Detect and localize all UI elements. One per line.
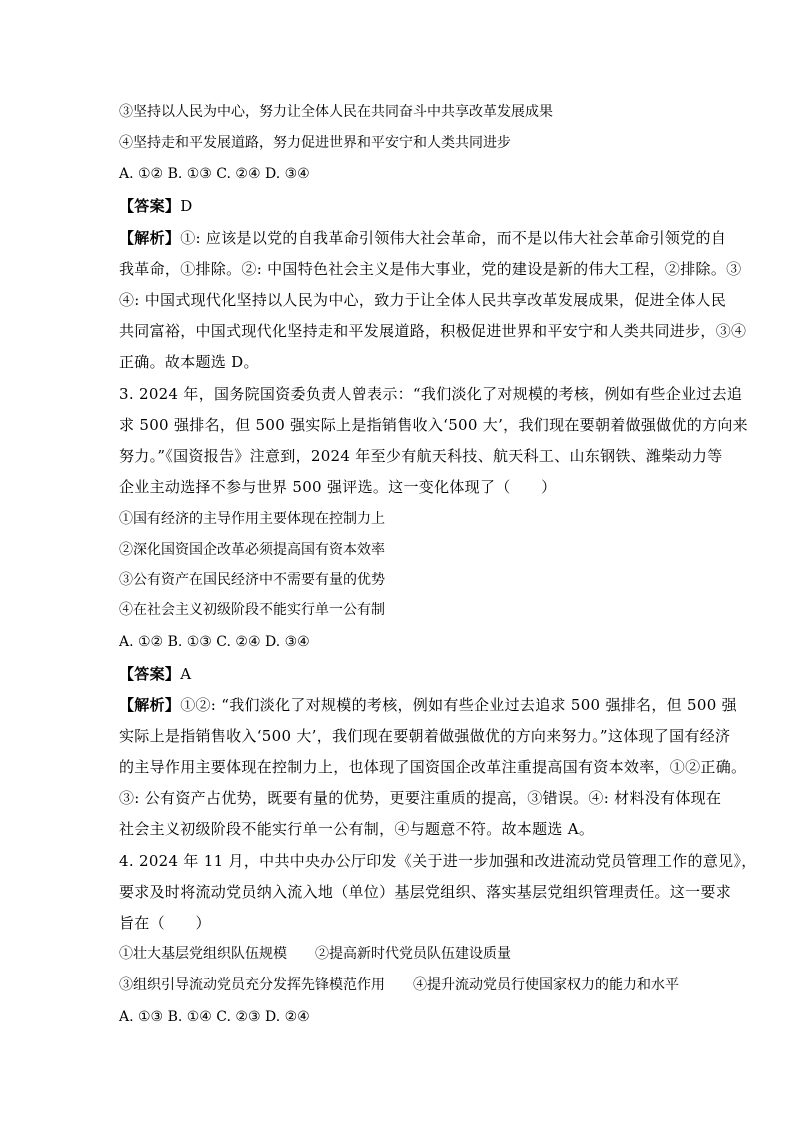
q3-analysis-line: ③: 公有资产占优势，既要有量的优势，更要注重质的提高，③错误。④: 材料没有体现在 (119, 789, 722, 807)
q2-analysis-line: 正确。故本题选 D。 (119, 353, 259, 371)
q3-option-2: ②深化国资国企改革必须提高国有资本效率 (119, 542, 385, 558)
analysis-text: ①: 应该是以党的自我革命引领伟大社会革命，而不是以伟大社会革命引领党的自 (180, 229, 727, 247)
analysis-label: 【解析】 (119, 696, 181, 714)
q2-analysis-line: ④: 中国式现代化坚持以人民为中心，致力于让全体人民共享改革发展成果，促进全体人民 (119, 291, 727, 309)
q3-analysis-line: 的主导作用主要体现在控制力上，也体现了国资国企改革注重提高国有资本效率，①②正确。 (119, 758, 747, 776)
q2-option-3: ③坚持以人民为中心，努力让全体人民在共同奋斗中共享改革发展成果 (119, 104, 553, 120)
q4-stem-line: 旨在（ ） (119, 914, 211, 932)
q3-stem-line: 求 500 强排名，但 500 强实际上是指销售收入‘500 大’，我们现在要朝着做强做优的方向来 (119, 416, 748, 434)
q2-answer (119, 196, 689, 216)
answer-label: 【答案】 (119, 665, 181, 683)
analysis-text: ①②: “我们淡化了对规模的考核，例如有些企业过去追求 500 强排名，但 500 强 (180, 696, 737, 714)
answer-value: D (180, 197, 193, 215)
q2-choices: A. ①② B. ①③ C. ②④ D. ③④ (119, 166, 310, 182)
q2-option-4: ④坚持走和平发展道路，努力促进世界和平安宁和人类共同进步 (119, 135, 511, 151)
answer-value: A (180, 665, 192, 683)
q3-stem-line: 努力。”《国资报告》注意到，2024 年至少有航天科技、航天科工、山东钢铁、潍柴动力等 (119, 447, 723, 465)
analysis-label: 【解析】 (119, 229, 181, 247)
q4-choices: A. ①③ B. ①④ C. ②③ D. ②④ (119, 1009, 310, 1025)
q3-analysis-line: 社会主义初级阶段不能实行单一公有制，④与题意不符。故本题选 A。 (119, 820, 595, 838)
answer-label: 【答案】 (119, 197, 181, 215)
q3-stem-line: 企业主动选择不参与世界 500 强评选。这一变化体现了（ ） (119, 478, 557, 496)
q2-analysis-line: 共同富裕，中国式现代化坚持走和平发展道路，积极促进世界和平安宁和人类共同进步，③④ (119, 322, 747, 340)
q2-analysis-line (119, 228, 727, 248)
q3-choices: A. ①② B. ①③ C. ②④ D. ③④ (119, 634, 310, 650)
q3-answer (119, 664, 689, 684)
q3-analysis-line (119, 695, 737, 715)
q3-option-1: ①国有经济的主导作用主要体现在控制力上 (119, 511, 385, 527)
q3-option-3: ③公有资产在国民经济中不需要有量的优势 (119, 572, 385, 588)
q4-stem-line: 4. 2024 年 11 月，中共中央办公厅印发《关于进一步加强和改进流动党员管理工作的意见》， (119, 852, 757, 870)
q4-options-row-2: ③组织引导流动党员充分发挥先锋模范作用 ④提升流动党员行使国家权力的能力和水平 (119, 977, 679, 993)
q3-stem-line: 3. 2024 年，国务院国资委负责人曾表示：“我们淡化了对规模的考核，例如有些企业过去追 (119, 385, 743, 403)
q2-analysis-line: 我革命，①排除。②: 中国特色社会主义是伟大事业，党的建设是新的伟大工程，②排除。③ (119, 260, 742, 278)
q4-options-row-1: ①壮大基层党组织队伍规模 ②提高新时代党员队伍建设质量 (119, 946, 511, 962)
q4-stem-line: 要求及时将流动党员纳入流入地（单位）基层党组织、落实基层党组织管理责任。这一要求 (119, 883, 732, 901)
q3-option-4: ④在社会主义初级阶段不能实行单一公有制 (119, 602, 385, 618)
q3-analysis-line: 实际上是指销售收入‘500 大’，我们现在要朝着做强做优的方向来努力。”这体现了国有经济 (119, 727, 731, 745)
